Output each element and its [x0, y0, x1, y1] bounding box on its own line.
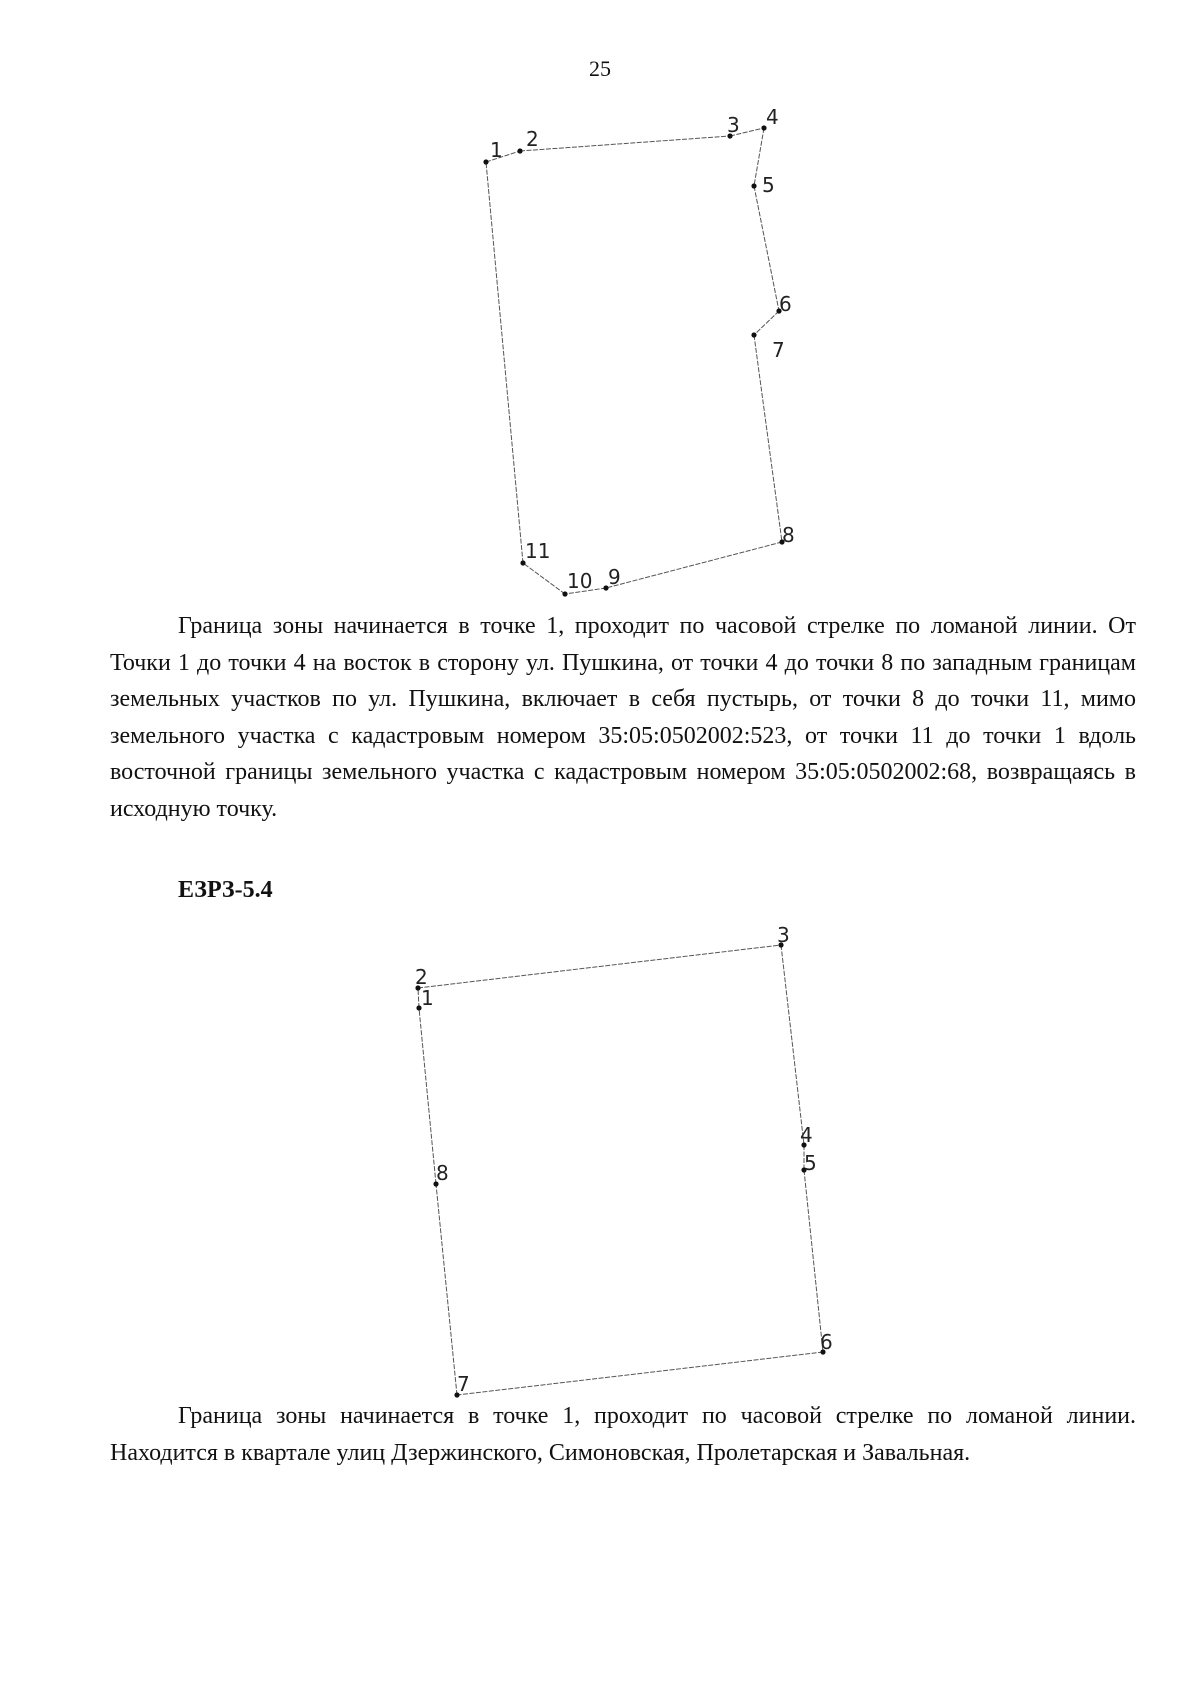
diagram-2-edge: [457, 1352, 823, 1395]
diagram-2-edge: [804, 1170, 823, 1352]
diagram-1-vertex-label: 7: [772, 338, 785, 362]
diagram-1-vertex: [483, 159, 488, 164]
diagram-1-vertex-label: 10: [567, 569, 593, 593]
diagram-2-vertex-label: 6: [820, 1330, 833, 1354]
diagram-1-vertex-label: 4: [766, 105, 779, 129]
diagram-1-edge: [523, 563, 565, 594]
diagram-2-vertex-label: 1: [421, 986, 434, 1010]
diagram-1-vertex-label: 8: [782, 523, 795, 547]
diagram-2-edge: [418, 945, 781, 988]
diagram-1-edge: [486, 162, 523, 563]
diagram-1-vertex-label: 9: [608, 565, 621, 589]
diagram-1-vertex: [751, 332, 756, 337]
diagram-1-edge: [754, 186, 779, 311]
diagram-1-edge: [606, 542, 782, 588]
diagram-2-vertex-label: 2: [415, 965, 428, 989]
diagram-1-vertex-label: 11: [525, 539, 551, 563]
diagram-2-vertex-label: 7: [457, 1372, 470, 1396]
diagram-1-vertex-label: 1: [490, 138, 503, 162]
diagram-2-vertex-label: 5: [804, 1151, 817, 1175]
diagram-1-edge: [754, 311, 779, 335]
diagram-2-vertex-label: 8: [436, 1161, 449, 1185]
diagram-2-vertex-label: 4: [800, 1123, 813, 1147]
diagram-1-vertex-label: 6: [779, 292, 792, 316]
diagram-1-vertex-label: 5: [762, 173, 775, 197]
boundary-diagram-1: [0, 0, 1200, 610]
diagram-2-vertex-label: 3: [777, 923, 790, 947]
diagram-2-edge: [436, 1184, 457, 1395]
boundary-diagram-2: [0, 900, 1200, 1400]
diagram-2-edge: [781, 945, 804, 1145]
boundary-description-2: Граница зоны начинается в точке 1, проходит по часовой стрелке по ломаной линии. Находится в квартале улиц Дзержинского, Симоновская, Пролетарская и Завальная.: [110, 1403, 1136, 1466]
diagram-1-edge: [520, 136, 730, 151]
diagram-1-vertex: [517, 148, 522, 153]
boundary-description-1: Граница зоны начинается в точке 1, проходит по часовой стрелке по ломаной линии. От Точки 1 до точки 4 на восток в сторону ул. Пушкина, от точки 4 до точки 8 по западным границам земельных участков по ул. Пушкина, включает в себя пустырь, от точки 8 до точки 11, мимо земельного участка с кадастровым номером 35:05:0502002:523, от точки 11 до точки 1 вдоль восточной границы земельного участка с кадастровым номером 35:05:0502002:68, возвращаясь в исходную точку.: [110, 613, 1136, 822]
diagram-2-edge: [419, 1008, 436, 1184]
diagram-2-edge: [418, 988, 419, 1008]
diagram-1-vertex-label: 2: [526, 127, 539, 151]
diagram-1-edge: [754, 335, 782, 542]
page-number: 25: [589, 56, 611, 81]
zone-heading: ЕЗРЗ-5.4: [178, 877, 273, 903]
diagram-1-vertex-label: 3: [727, 113, 740, 137]
diagram-1-vertex: [751, 183, 756, 188]
